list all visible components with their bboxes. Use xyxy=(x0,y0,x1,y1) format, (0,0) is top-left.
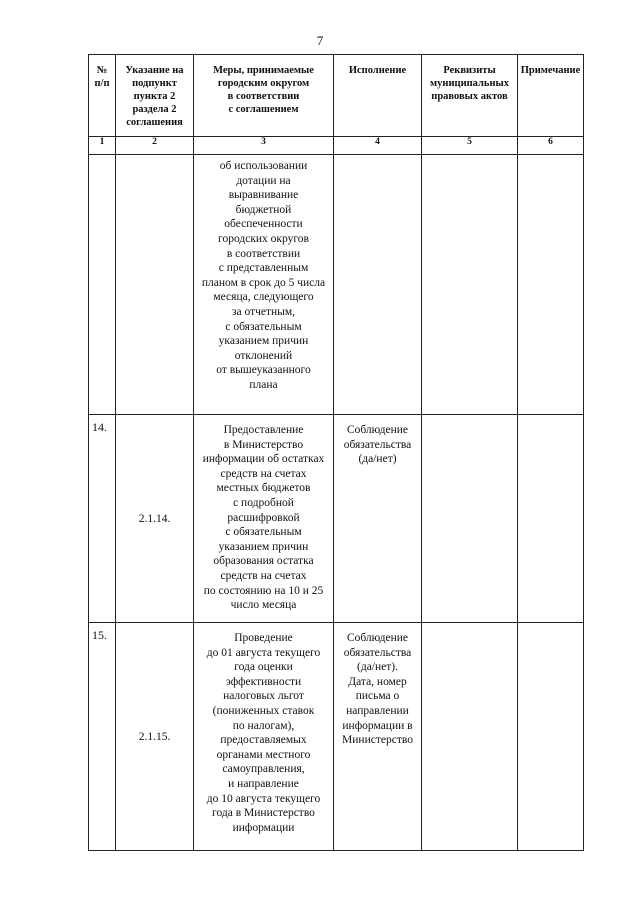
text-line: информации в xyxy=(342,719,413,732)
column-number-row xyxy=(89,137,584,155)
text-line: информации об остатках xyxy=(202,453,325,466)
text-line: Указание на xyxy=(125,65,184,76)
text-line: Соблюдение xyxy=(346,632,409,644)
row-execution xyxy=(334,623,422,851)
header-row xyxy=(89,55,584,137)
row-number: 15. xyxy=(89,623,116,851)
row-measures xyxy=(194,623,334,851)
measures-table xyxy=(88,54,584,851)
text-line: эффективности xyxy=(225,675,302,688)
text-line: число месяца xyxy=(230,599,297,612)
text-line: средств на счетах xyxy=(220,569,307,582)
text-line: по налогам), xyxy=(232,719,295,732)
text-line: информации xyxy=(232,821,295,834)
text-line: городских округов xyxy=(218,232,309,245)
row-legal-acts xyxy=(422,623,518,851)
table-row xyxy=(89,623,584,851)
text-line: правовых актов xyxy=(431,91,508,102)
row-note xyxy=(518,415,584,623)
text-line: органами местного xyxy=(216,748,311,761)
text-line: раздела 2 xyxy=(132,104,177,115)
page-number: 7 xyxy=(316,33,324,48)
row-note xyxy=(518,155,584,415)
text-line: с обязательным xyxy=(225,526,302,539)
column-number: 3 xyxy=(194,137,334,155)
text-line: подпункт xyxy=(132,78,177,89)
text-line: с обязательным xyxy=(225,320,302,333)
column-number: 6 xyxy=(518,137,584,155)
text-line: Министерство xyxy=(342,734,413,747)
text-line: года оценки xyxy=(234,661,293,674)
row-legal-acts xyxy=(422,155,518,415)
text-line: письма о xyxy=(355,690,400,703)
text-line: с подробной xyxy=(233,496,294,509)
text-line: (пониженных ставок xyxy=(212,704,315,717)
table-row xyxy=(89,155,584,415)
column-number: 5 xyxy=(422,137,518,155)
text-line: п/п xyxy=(94,78,110,89)
text-line: по состоянию на 10 и 25 xyxy=(203,584,324,597)
text-line: обязательства xyxy=(343,646,412,659)
row-number xyxy=(89,155,116,415)
header-measures xyxy=(194,55,334,137)
row-legal-acts xyxy=(422,415,518,623)
text-line: года в Министерство xyxy=(212,807,315,820)
text-line: Дата, номер xyxy=(348,675,407,688)
text-line: об использовании xyxy=(219,160,308,172)
text-line: налоговых льгот xyxy=(223,690,304,703)
row-reference: 2.1.14. xyxy=(116,415,194,623)
text-line: Соблюдение xyxy=(346,424,409,436)
text-line: Проведение xyxy=(234,632,293,644)
text-line: № xyxy=(96,65,108,76)
row-number: 14. xyxy=(89,415,116,623)
column-number: 4 xyxy=(334,137,422,155)
text-line: от вышеуказанного xyxy=(216,364,311,377)
text-line: планом в срок до 5 числа xyxy=(201,276,326,289)
text-line: городским округом xyxy=(217,78,310,89)
row-execution xyxy=(334,415,422,623)
row-reference: 2.1.15. xyxy=(116,623,194,851)
text-line: месяца, следующего xyxy=(213,291,314,304)
text-line: выравнивание xyxy=(228,189,299,202)
text-line: с представленным xyxy=(218,262,309,275)
text-line: муниципальных xyxy=(430,78,509,89)
text-line: указанием причин xyxy=(218,540,309,553)
row-note xyxy=(518,623,584,851)
text-line: (да/нет) xyxy=(358,453,397,466)
table-row xyxy=(89,415,584,623)
text-line: средств на счетах xyxy=(220,467,307,480)
row-measures xyxy=(194,415,334,623)
text-line: местных бюджетов xyxy=(216,482,311,495)
row-reference xyxy=(116,155,194,415)
column-number: 1 xyxy=(89,137,116,155)
text-line: обязательства xyxy=(343,438,412,451)
text-line: с соглашением xyxy=(228,104,299,115)
text-line: самоуправления, xyxy=(222,763,305,776)
text-line: дотации на xyxy=(236,174,291,187)
text-line: направлении xyxy=(346,704,409,717)
text-line: предоставляемых xyxy=(220,734,307,747)
text-line: до 10 августа текущего xyxy=(206,792,321,805)
text-line: плана xyxy=(249,378,278,391)
header-legal-acts xyxy=(422,55,518,137)
text-line: бюджетной xyxy=(235,203,292,216)
text-line: Исполнение xyxy=(348,65,407,76)
text-line: и направление xyxy=(228,777,299,790)
row-measures xyxy=(194,155,334,415)
text-line: расшифровкой xyxy=(227,511,300,524)
text-line: Предоставление xyxy=(223,424,304,436)
text-line: указанием причин xyxy=(218,335,309,348)
column-number: 2 xyxy=(116,137,194,155)
text-line: за отчетным, xyxy=(231,305,296,318)
header-execution xyxy=(334,55,422,137)
text-line: в Министерство xyxy=(223,438,304,451)
text-line: в соответствии xyxy=(226,247,301,260)
text-line: в соответствии xyxy=(227,91,300,102)
text-line: обеспеченности xyxy=(224,218,303,231)
text-line: отклонений xyxy=(234,349,293,362)
header-reference xyxy=(116,55,194,137)
text-line: до 01 августа текущего xyxy=(206,646,321,659)
header-number xyxy=(89,55,116,137)
text-line: соглашения xyxy=(126,117,183,128)
text-line: Меры, принимаемые xyxy=(213,65,314,76)
header-note xyxy=(518,55,584,137)
text-line: Примечание xyxy=(520,65,581,76)
text-line: (да/нет). xyxy=(357,661,398,674)
row-execution xyxy=(334,155,422,415)
text-line: пункта 2 xyxy=(133,91,176,102)
text-line: образования остатка xyxy=(213,555,314,568)
text-line: Реквизиты xyxy=(443,65,496,76)
